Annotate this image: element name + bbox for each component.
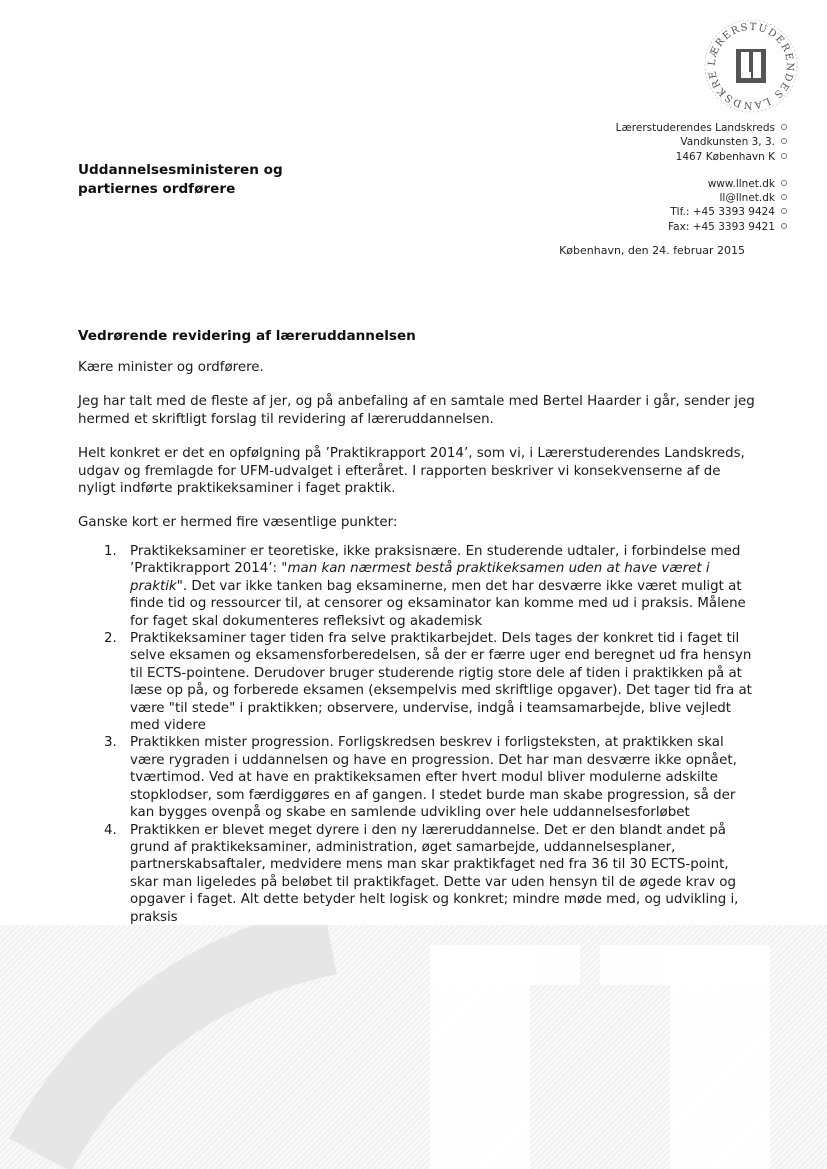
point-4-text: Praktikken er blevet meget dyrere i den ny læreruddannelse. Det er den blandt andet på grund af praktikeksaminer, administration, øget samarbejde, uddannelsesplaner, partnerskabsaftaler, medvidere mens man skar praktikfaget ned fra 36 til 30 ECTS-point, skar man ligeledes på beløbet til praktikfaget. Dette var uden hensyn til de øgede krav og opgaver i faget. Alt dette betyder helt logisk og konkret; mindre møde med, og udvikling i, praksis — [130, 822, 739, 925]
recipient-line-1: Uddannelsesministeren og — [78, 162, 283, 178]
point-3-text: Praktikken mister progression. Forligskredsen beskrev i forligsteksten, at praktikken skal være rygraden i uddannelsen og have en progression. Det har man desværre ikke opnået, tværtimod. Ved at have en praktikeksamen efter hvert modul bliver modulerne adskilte stopklodser, som færdiggøres en af gangen. I stedet burde man skabe progression, så der kan bygges ovenpå og skabe en samlende udvikling over hele uddannelsesforløbet — [130, 735, 737, 821]
list-item-number: 4. — [104, 822, 117, 838]
paragraph-2: Helt konkret er det en opfølgning på ’Praktikrapport 2014’, som vi, i Lærerstuderendes Landskreds, udgav og fremlagde for UFM-udvalget i efteråret. I rapporten beskriver vi konsekvenserne af de nyligt indførte praktikeksaminer i faget praktik. — [78, 446, 745, 497]
sender-line-fax — [616, 220, 787, 234]
bullet-dot-icon — [781, 194, 787, 200]
sender-line-city — [616, 150, 787, 164]
sender-phone: Tlf.: +45 3393 9424 — [670, 206, 775, 219]
point-1-text-after: ". Det var ikke tanken bag eksaminerne, men det har desværre ikke været muligt at finde tid og ressourcer til, at censorer og eksaminator kan komme med ud i praksis. Målene for faget skal dokumenteres refleksivt og akademisk — [130, 578, 746, 629]
letter-date: København, den 24. februar 2015 — [559, 244, 745, 257]
organization-seal-logo — [697, 16, 805, 116]
paragraph-1: Jeg har talt med de fleste af jer, og på anbefaling af en samtale med Bertel Haarder i går, sender jeg hermed et skriftligt forslag til revidering af læreruddannelsen. — [78, 394, 755, 427]
sender-web: www.llnet.dk — [707, 177, 775, 190]
seal-ring-text: LÆRERSTUDERENDES LANDSKRE — [706, 21, 796, 111]
sender-line-web — [616, 177, 787, 191]
list-item — [104, 630, 754, 734]
letter-subject: Vedrørende revidering af læreruddannelsen — [78, 328, 416, 344]
recipient-block — [78, 161, 283, 198]
bullet-dot-icon — [781, 180, 787, 186]
sender-city: 1467 København K — [675, 150, 775, 163]
point-1-quote: man kan nærmest bestå praktikeksamen uden at have været i praktik — [130, 561, 710, 594]
sender-line-phone — [616, 205, 787, 219]
paragraph-3: Ganske kort er hermed fire væsentlige punkter: — [78, 515, 398, 531]
watermark — [0, 925, 827, 1169]
key-points-list — [104, 543, 754, 926]
point-1-text-before: Praktikeksaminer er teoretiske, ikke praksisnære. En studerende udtaler, i forbindelse med ’Praktikrapport 2014’: " — [130, 544, 741, 577]
sender-fax: Fax: +45 3393 9421 — [668, 220, 775, 233]
list-item — [104, 543, 754, 630]
bullet-dot-icon — [781, 208, 787, 214]
bullet-dot-icon — [781, 223, 787, 229]
sender-line-street — [616, 135, 787, 149]
sender-line-email — [616, 191, 787, 205]
point-2-text: Praktikeksaminer tager tiden fra selve praktikarbejdet. Dels tages der konkret tid i faget til selve eksamen og eksamensforberedelsen, så der er færre uger end beregnet ud fra hensyn til ECTS-pointene. Derudover bruger studerende rigtig store dele af tiden i praktikken på at læse op på, og forberede eksamen (eksempelvis med skriftlige opgaver). Det tager tid fra at være "til stede" i praktikken; observere, undervise, indgå i teamsamarbejde, blive vejledt med videre — [130, 631, 752, 734]
bullet-dot-icon — [781, 138, 787, 144]
sender-address-block — [616, 121, 787, 234]
list-item — [104, 822, 754, 926]
list-item-number: 2. — [104, 631, 117, 647]
seal-monogram: LL — [750, 114, 752, 115]
list-item-number: 1. — [104, 544, 117, 559]
bullet-dot-icon — [781, 153, 787, 159]
sender-street: Vandkunsten 3, 3. — [680, 136, 775, 149]
greeting: Kære minister og ordførere. — [78, 360, 264, 375]
list-item — [104, 734, 754, 821]
sender-line-org — [616, 121, 787, 135]
sender-email: ll@llnet.dk — [719, 192, 775, 205]
letter-body — [78, 359, 758, 549]
sender-org: Lærerstuderendes Landskreds — [615, 122, 775, 134]
recipient-line-2: partiernes ordførere — [78, 180, 236, 197]
bullet-dot-icon — [781, 124, 787, 130]
list-item-number: 3. — [104, 735, 117, 751]
